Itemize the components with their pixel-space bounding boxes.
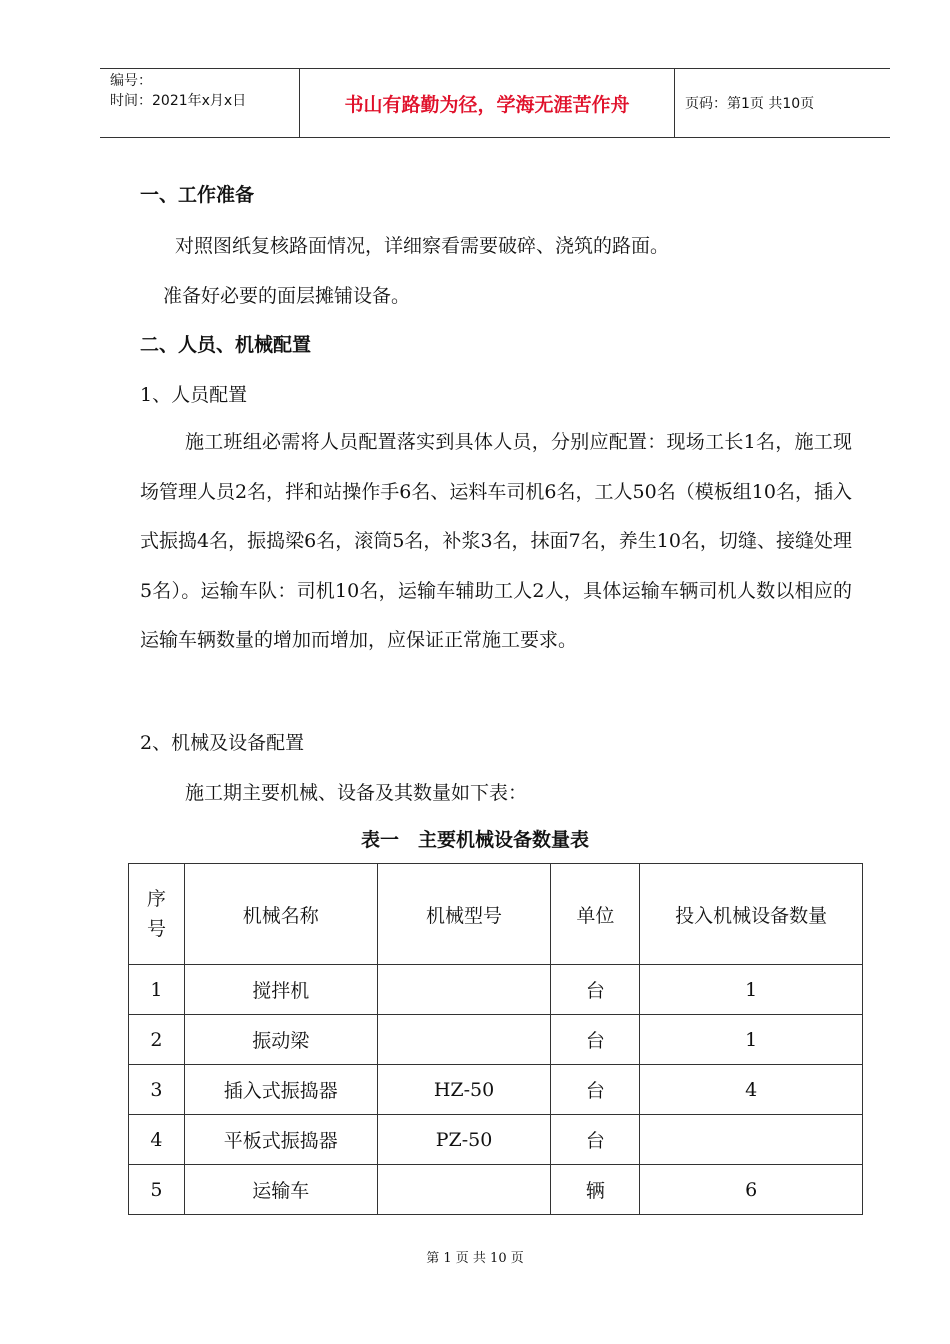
header-cell-quantity: 投入机械设备数量 — [640, 864, 863, 965]
cell-name: 平板式振捣器 — [184, 1115, 377, 1165]
header-cell-model: 机械型号 — [377, 864, 551, 965]
cell-quantity: 6 — [640, 1165, 863, 1215]
table-row — [129, 965, 863, 1015]
cell-serial: 3 — [129, 1065, 185, 1115]
cell-name: 插入式振捣器 — [184, 1065, 377, 1115]
section-2-title: 二、人员、机械配置 — [140, 334, 312, 356]
page-footer: 第 1 页 共 10 页 — [426, 1251, 524, 1266]
header-meta — [100, 69, 300, 137]
cell-model: PZ-50 — [377, 1115, 551, 1165]
cell-name: 振动梁 — [184, 1015, 377, 1065]
cell-unit: 台 — [551, 965, 640, 1015]
cell-model — [377, 1165, 551, 1215]
cell-serial: 4 — [129, 1115, 185, 1165]
table-header-row — [129, 864, 863, 965]
cell-unit: 台 — [551, 1015, 640, 1065]
header-cell-unit: 单位 — [551, 864, 640, 965]
header-cell-serial-text: 序号 — [146, 887, 166, 940]
section-2-paragraph-2: 施工期主要机械、设备及其数量如下表： — [185, 782, 528, 804]
cell-unit: 台 — [551, 1065, 640, 1115]
header-page-info: 页码：第1页 共10页 — [685, 96, 815, 112]
cell-model — [377, 965, 551, 1015]
header-cell-serial — [129, 864, 185, 965]
cell-serial: 5 — [129, 1165, 185, 1215]
header-cell-name: 机械名称 — [184, 864, 377, 965]
cell-unit: 辆 — [551, 1165, 640, 1215]
cell-serial: 1 — [129, 965, 185, 1015]
table-row — [129, 1115, 863, 1165]
cell-serial: 2 — [129, 1015, 185, 1065]
table-row — [129, 1015, 863, 1065]
table-row — [129, 1065, 863, 1115]
cell-quantity: 1 — [640, 965, 863, 1015]
equipment-table — [128, 863, 863, 1215]
cell-quantity — [640, 1115, 863, 1165]
section-1-paragraph-2: 准备好必要的面层摊铺设备。 — [163, 285, 411, 307]
section-2-subtitle-2: 2、机械及设备配置 — [140, 732, 305, 754]
cell-name: 搅拌机 — [184, 965, 377, 1015]
table-row — [129, 1165, 863, 1215]
personnel-paragraph: 施工班组必需将人员配置落实到具体人员，分别应配置：现场工长1名，施工现场管理人员2名，拌和站操作手6名、运料车司机6名，工人50名（模板组10名，插入式振捣4名，振捣梁6名，滚筒5名，补浆3名，抹面7名，养生10名，切缝、接缝处理5名）。运输车队：司机10名，运输车辅助工人2人，具体运输车辆司机人数以相应的运输车辆数量的增加而增加，应保证正常施工要求。 — [140, 431, 852, 652]
section-2-subtitle-1: 1、人员配置 — [140, 384, 248, 406]
cell-quantity: 1 — [640, 1015, 863, 1065]
table-caption: 表一 主要机械设备数量表 — [360, 829, 589, 851]
document-number-label: 编号： — [110, 73, 152, 89]
document-time-label: 时间：2021年x月x日 — [110, 93, 247, 109]
section-1-paragraph-1: 对照图纸复核路面情况，详细察看需要破碎、浇筑的路面。 — [175, 235, 670, 257]
cell-quantity: 4 — [640, 1065, 863, 1115]
cell-name: 运输车 — [184, 1165, 377, 1215]
cell-model: HZ-50 — [377, 1065, 551, 1115]
cell-model — [377, 1015, 551, 1065]
section-1-title: 一、工作准备 — [140, 184, 255, 206]
header-motto: 书山有路勤为径，学海无涯苦作舟 — [300, 69, 675, 137]
cell-unit: 台 — [551, 1115, 640, 1165]
page-header — [100, 68, 890, 138]
